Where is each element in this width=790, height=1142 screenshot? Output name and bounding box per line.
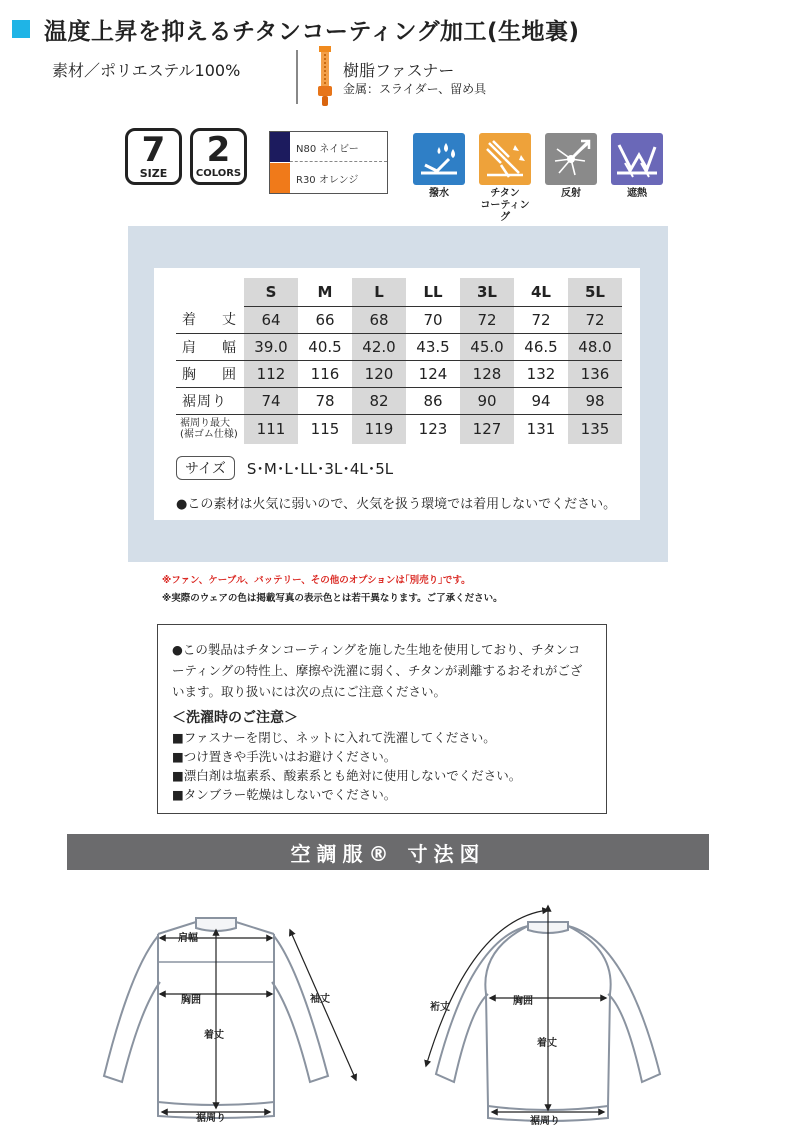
hem-label: 裾周り — [196, 1113, 226, 1124]
table-cell: 135 — [568, 414, 622, 444]
table-cell: 74 — [244, 387, 298, 414]
row-label: 裾周り — [176, 387, 244, 414]
sleeve-length-label: 袖丈 — [310, 994, 330, 1005]
size-header: LL — [406, 278, 460, 306]
table-cell: 72 — [460, 306, 514, 333]
table-cell: 90 — [460, 387, 514, 414]
table-cell: 72 — [514, 306, 568, 333]
measurement-diagram — [0, 870, 790, 1142]
table-cell: 68 — [352, 306, 406, 333]
size-header-row — [176, 278, 622, 306]
color-label: N80 ネイビー — [296, 144, 359, 155]
table-cell: 136 — [568, 360, 622, 387]
table-cell: 40.5 — [298, 333, 352, 360]
care-intro: ●この製品はチタンコーティングを施した生地を使用しており、チタンコーティングの特性上、摩擦や洗濯に弱く、チタンが剥離するおそれがございます。取り扱いには次の点にご注意ください。 — [172, 642, 583, 699]
row-label: 胸 囲 — [176, 360, 244, 387]
care-item: ■ファスナーを閉じ、ネットに入れて洗濯してください。 — [172, 730, 496, 745]
size-table — [176, 278, 622, 444]
sizes-list: S･M･L･LL･3L･4L･5L — [246, 459, 394, 478]
table-cell: 72 — [568, 306, 622, 333]
table-cell: 115 — [310, 420, 340, 439]
table-cell: 78 — [298, 387, 352, 414]
color-swatches — [269, 131, 388, 194]
length-label-right: 着丈 — [537, 1038, 557, 1049]
table-cell: 111 — [244, 414, 298, 444]
diagram-title: 空調服® 寸法図 — [290, 841, 486, 866]
fastener-note: 金属：スライダー、留め具 — [343, 82, 487, 96]
table-cell: 46.5 — [514, 333, 568, 360]
table-cell: 112 — [244, 360, 298, 387]
table-row — [176, 387, 622, 414]
fastener-text: 樹脂ファスナー — [343, 61, 455, 80]
length-label: 着丈 — [204, 1030, 224, 1041]
size-header: M — [298, 278, 352, 306]
heat-shield-icon — [611, 133, 663, 185]
size-header: 4L — [514, 278, 568, 306]
shoulder-width-label: 肩幅 — [178, 933, 198, 944]
table-cell: 98 — [568, 387, 622, 414]
color-option — [270, 163, 387, 193]
sizes-pill: サイズ — [176, 456, 235, 480]
color-count: 2 — [206, 130, 231, 170]
care-item: ■漂白剤は塩素系、酸素系とも絶対に使用しないでください。 — [172, 768, 522, 783]
feature-heat-shield — [611, 133, 663, 200]
colors-label: COLORS — [195, 168, 242, 179]
table-cell: 94 — [514, 387, 568, 414]
title-marker — [12, 20, 30, 38]
feature-reflection — [545, 133, 597, 200]
table-cell: 39.0 — [244, 333, 298, 360]
row-label: 肩 幅 — [176, 333, 244, 360]
raglan-sleeve-label: 裄丈 — [430, 1002, 450, 1013]
row-label — [176, 414, 244, 444]
color-disclaimer-note: ※実際のウェアの色は掲載写真の表示色とは若干異なります。ご了承ください。 — [162, 593, 503, 604]
table-cell: 66 — [298, 306, 352, 333]
table-cell: 70 — [406, 306, 460, 333]
table-cell: 82 — [352, 387, 406, 414]
table-row — [176, 306, 622, 333]
zipper-icon — [316, 46, 334, 106]
spec-divider — [296, 50, 298, 104]
color-count-badge — [190, 128, 247, 185]
size-header: 3L — [460, 278, 514, 306]
size-count-badge — [125, 128, 182, 185]
color-label: R30 オレンジ — [296, 175, 359, 186]
titanium-coating-icon — [479, 133, 531, 185]
size-count: 7 — [141, 130, 166, 170]
table-cell: 86 — [406, 387, 460, 414]
care-heading: ＜洗濯時のご注意＞ — [172, 710, 298, 726]
material-text: 素材／ポリエステル100% — [52, 61, 241, 80]
row-label: 着 丈 — [176, 306, 244, 333]
options-sold-separately-note: ※ファン、ケーブル、バッテリー、その他のオプションは｢別売り｣です。 — [162, 575, 471, 586]
size-header: S — [244, 278, 298, 306]
row-label-line: (裾ゴム仕様) — [180, 429, 238, 441]
table-cell: 45.0 — [460, 333, 514, 360]
table-cell: 116 — [298, 360, 352, 387]
feature-label: チタン コーティング — [480, 188, 530, 223]
table-cell: 64 — [244, 306, 298, 333]
care-item: ■タンブラー乾燥はしないでください。 — [172, 787, 397, 802]
available-sizes — [176, 456, 393, 480]
reflection-icon — [545, 133, 597, 185]
page-title: 温度上昇を抑えるチタンコーティング加工(生地裏) — [44, 18, 580, 45]
feature-water-repellent — [413, 133, 465, 200]
table-cell: 128 — [460, 360, 514, 387]
color-option — [270, 132, 387, 162]
feature-label: 遮熱 — [627, 188, 647, 199]
navy-swatch — [270, 132, 290, 162]
table-cell: 119 — [352, 414, 406, 444]
fire-warning: ●この素材は火気に弱いので、火気を扱う環境では着用しないでください。 — [176, 497, 617, 512]
table-cell: 124 — [406, 360, 460, 387]
row-label-line: 裾周り最大 — [180, 418, 230, 430]
table-cell: 48.0 — [568, 333, 622, 360]
feature-label: 反射 — [561, 188, 581, 199]
size-header: L — [352, 278, 406, 306]
hem-label-right: 裾周り — [530, 1116, 560, 1127]
care-item: ■つけ置きや手洗いはお避けください。 — [172, 749, 397, 764]
feature-titanium-coating — [479, 133, 531, 224]
title-bar — [12, 12, 772, 46]
size-header: 5L — [568, 278, 622, 306]
corner-cell — [176, 278, 244, 306]
table-row — [176, 333, 622, 360]
table-cell: 43.5 — [406, 333, 460, 360]
table-cell: 123 — [418, 420, 448, 439]
orange-swatch — [270, 163, 290, 193]
table-cell: 131 — [526, 420, 556, 439]
table-cell: 42.0 — [352, 333, 406, 360]
table-cell: 127 — [460, 414, 514, 444]
chest-label-right: 胸囲 — [513, 996, 533, 1007]
water-repellent-icon — [413, 133, 465, 185]
table-row — [176, 360, 622, 387]
diagram-title-bar — [67, 834, 709, 870]
care-instructions — [157, 624, 607, 814]
table-cell: 120 — [352, 360, 406, 387]
size-label: SIZE — [139, 167, 168, 180]
feature-label: 撥水 — [429, 188, 449, 199]
table-cell: 132 — [514, 360, 568, 387]
table-row — [176, 414, 622, 444]
chest-label: 胸囲 — [181, 995, 201, 1006]
